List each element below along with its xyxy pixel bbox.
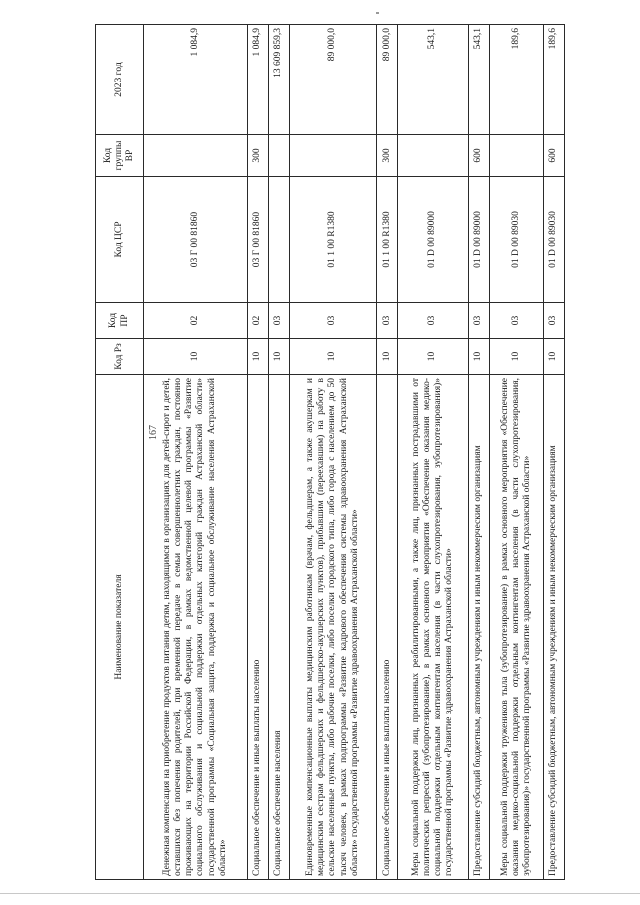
cell-name: Социальное обеспечение и иные выплаты населению [377,375,398,880]
cell-pr: 03 [398,303,469,339]
cell-name: Меры социальной поддержки лиц, признанных реабилитированными, а также лиц, признанных пострадавшими от политических репрессий (зубопротезирование), в рамках основного мероприятия «Обеспечение оказания медико-социальной поддержки отдельным контингентам населения (в части слухопротезирования, зубопротезирования)» государственной программы «Развитие здравоохранения Астраханской области» [398,375,469,880]
cell-csr: 01 1 00 R1380 [289,177,376,303]
cell-name: Предоставление субсидий бюджетным, автономным учреждениям и иным некоммерческим организациям [468,375,489,880]
cell-vr [289,135,376,177]
header-vr: Код группы ВР [96,135,144,177]
cell-vr [268,135,289,177]
cell-name: Единовременные компенсационные выплаты медицинским работникам (врачам, фельдшерам, а также акушеркам и медицинским сестрам фельдшерских и фельдшерско-акушерских пунктов), прибывшим (переехавшим) на работу в сельские населенные пункты, либо рабочие поселки, либо поселки городского типа, либо города с населением до 50 тысяч человек, в рамках подпрограммы «Развитие кадрового обеспечения системы здравоохранения Астраханской области» государственной программы «Развитие здравоохранения Астраханской области» [289,375,376,880]
header-name: Наименование показателя [96,375,144,880]
cell-rz: 10 [247,339,268,375]
cell-csr: 01 1 00 R1380 [377,177,398,303]
cell-sum: 89 000,0 [377,25,398,135]
table-row [377,25,398,880]
cell-csr: 01 D 00 89000 [468,177,489,303]
table-row [489,25,543,880]
budget-table-container [95,25,565,880]
header-sum: 2023 год [96,25,144,135]
cell-csr: 01 D 00 89030 [489,177,543,303]
cell-pr: 03 [268,303,289,339]
cell-name: Меры социальной поддержки тружеников тыла (зубопротезирование) в рамках основного мероприятия «Обеспечение оказания медико-социальной поддержки отдельным контингентам населения (в части слухопротезирования, зубопротезирования)» государственной программы «Развитие здравоохранения Астраханской области» [489,375,543,880]
cell-sum: 189,6 [489,25,543,135]
cell-vr: 300 [247,135,268,177]
cell-vr: 600 [543,135,564,177]
scan-speck [376,12,379,14]
cell-vr [144,135,248,177]
cell-rz: 10 [289,339,376,375]
header-pr: Код ПР [96,303,144,339]
table-row [468,25,489,880]
cell-pr: 03 [543,303,564,339]
table-row [144,25,248,880]
cell-rz: 10 [268,339,289,375]
cell-pr: 02 [247,303,268,339]
cell-csr: 03 Г 00 81860 [247,177,268,303]
table-row [268,25,289,880]
cell-vr [489,135,543,177]
cell-name: Предоставление субсидий бюджетным, автономным учреждениям и иным некоммерческим организациям [543,375,564,880]
cell-sum: 543,1 [468,25,489,135]
cell-csr: 01 D 00 89030 [543,177,564,303]
cell-csr: 03 Г 00 81860 [144,177,248,303]
cell-rz: 10 [489,339,543,375]
cell-csr [268,177,289,303]
cell-rz: 10 [377,339,398,375]
scan-edge-line [0,893,640,894]
cell-pr: 02 [144,303,248,339]
cell-rz: 10 [543,339,564,375]
cell-rz: 10 [468,339,489,375]
cell-rz: 10 [398,339,469,375]
header-csr: Код ЦСР [96,177,144,303]
cell-pr: 03 [468,303,489,339]
cell-pr: 03 [289,303,376,339]
cell-sum: 543,1 [398,25,469,135]
cell-pr: 03 [489,303,543,339]
table-header-row [96,25,144,880]
cell-csr: 01 D 00 89000 [398,177,469,303]
budget-table [95,24,565,880]
cell-vr: 300 [377,135,398,177]
cell-vr [398,135,469,177]
table-row [543,25,564,880]
cell-pr: 03 [377,303,398,339]
cell-name: Социальное обеспечение и иные выплаты населению [247,375,268,880]
header-rz: Код Рз [96,339,144,375]
cell-sum: 1 084,9 [247,25,268,135]
cell-vr: 600 [468,135,489,177]
cell-sum: 13 609 859,3 [268,25,289,135]
page-number: 167 [148,425,159,440]
cell-sum: 189,6 [543,25,564,135]
cell-name: Денежная компенсация на приобретение продуктов питания детям, находящимся в организациях для детей-сирот и детей, оставшихся без попечения родителей, при временной передаче в семьи совершеннолетних граждан, постоянно проживающих на территории Российской Федерации, в рамках ведомственной целевой программы «Развитие социального обслуживания и социальной поддержки отдельных категорий граждан Астраханской области» государственной программы «Социальная защита, поддержка и социальное обслуживание населения Астраханской области» [144,375,248,880]
table-row [289,25,376,880]
table-row [398,25,469,880]
cell-sum: 89 000,0 [289,25,376,135]
cell-sum: 1 084,9 [144,25,248,135]
table-row [247,25,268,880]
cell-rz: 10 [144,339,248,375]
cell-name: Социальное обеспечение населения [268,375,289,880]
